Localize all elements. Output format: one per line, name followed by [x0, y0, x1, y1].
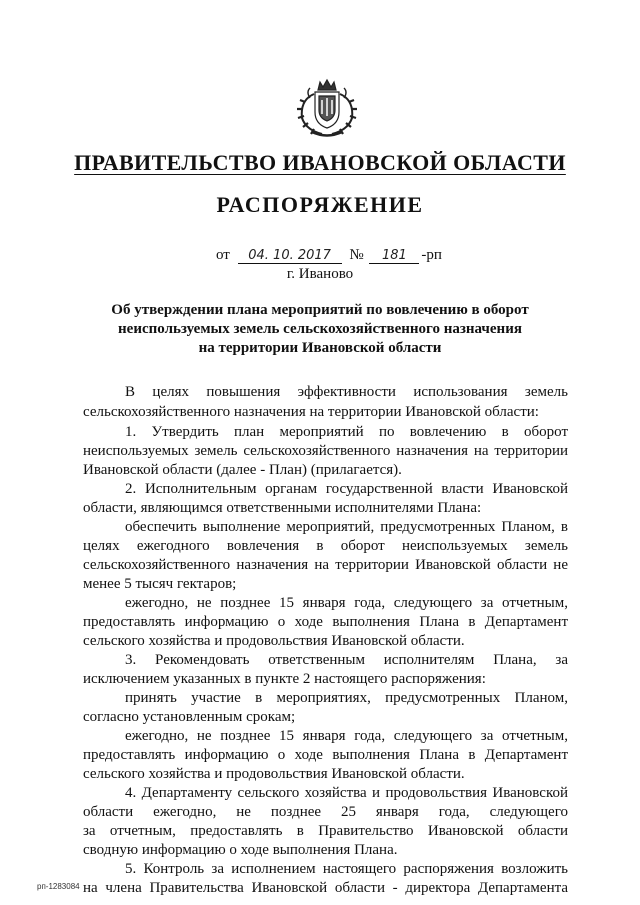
body-line: 2. Исполнительным органам государственной власти Ивановской: [125, 481, 568, 497]
body-line: 3. Рекомендовать ответственным исполнителям Плана, за: [125, 652, 568, 668]
body-line: сельского хозяйства и продовольствия Ивановской области.: [83, 766, 465, 782]
date-number-line: [216, 247, 442, 264]
date-value: 04. 10. 2017: [238, 249, 342, 264]
body-line: области ежегодно, не позднее 25 января года, следующего: [83, 804, 568, 820]
body-line: сельского хозяйства и продовольствия Ивановской области.: [83, 633, 465, 649]
body-line: принять участие в мероприятиях, предусмотренных Планом,: [125, 690, 568, 706]
city-line: г. Иваново: [286, 266, 354, 282]
body-line: 5. Контроль за исполнением настоящего распоряжения возложить: [125, 861, 568, 877]
body-line: ежегодно, не позднее 15 января года, следующего за отчетным,: [125, 595, 568, 611]
body-line: ежегодно, не позднее 15 января года, следующего за отчетным,: [125, 728, 568, 744]
subject-line: на территории Ивановской области: [198, 340, 442, 356]
number-suffix: -рп: [421, 247, 442, 263]
body-line: сводную информацию о ходе выполнения Плана.: [83, 842, 398, 858]
body-line: сельскохозяйственного назначения на территории Ивановской области:: [83, 404, 539, 420]
body-line: предоставлять информацию о ходе выполнения Плана в Департамент: [83, 614, 568, 630]
subject-line: неиспользуемых земель сельскохозяйственного назначения: [118, 321, 522, 337]
body-line: предоставлять информацию о ходе выполнения Плана в Департамент: [83, 747, 568, 763]
body-line: В целях повышения эффективности использования земель: [125, 384, 568, 400]
number-sign: №: [349, 247, 364, 263]
government-title: ПРАВИТЕЛЬСТВО ИВАНОВСКОЙ ОБЛАСТИ: [74, 150, 566, 175]
coat-of-arms-emblem: [288, 78, 366, 140]
body-line: обеспечить выполнение мероприятий, предусмотренных Планом, в: [125, 519, 568, 535]
body-line: области, являющимся ответственными исполнителями Плана:: [83, 500, 482, 516]
document-type-title: РАСПОРЯЖЕНИЕ: [216, 192, 424, 217]
date-prefix: от: [216, 247, 230, 263]
body-line: 1. Утвердить план мероприятий по вовлечению в оборот: [125, 424, 568, 440]
subject-line: Об утверждении плана мероприятий по вовлечению в оборот: [111, 302, 529, 318]
subject-heading: [0, 301, 640, 358]
body-line: 4. Департаменту сельского хозяйства и продовольствия Ивановской: [125, 785, 568, 801]
body-line: целях ежегодного вовлечения в оборот неиспользуемых земель: [83, 538, 568, 554]
body-line: Ивановской области (далее - План) (прилагается).: [83, 462, 402, 478]
number-value: 181: [369, 249, 419, 264]
document-id-footer: рп-1283084: [37, 882, 80, 891]
body-line: исключением указанных в пункте 2 настоящего распоряжения:: [83, 671, 486, 687]
body-line: согласно установленным срокам;: [83, 709, 296, 725]
body-line: за отчетным, предоставлять в Правительство Ивановской области: [83, 823, 568, 839]
body-line: сельскохозяйственного назначения на территории Ивановской области не: [83, 557, 568, 573]
body-line: неиспользуемых земель сельскохозяйственного назначения на территории: [83, 443, 568, 459]
body-line: менее 5 тысяч гектаров;: [83, 576, 237, 592]
body-line: на члена Правительства Ивановской области - директора Департамента: [83, 880, 568, 896]
